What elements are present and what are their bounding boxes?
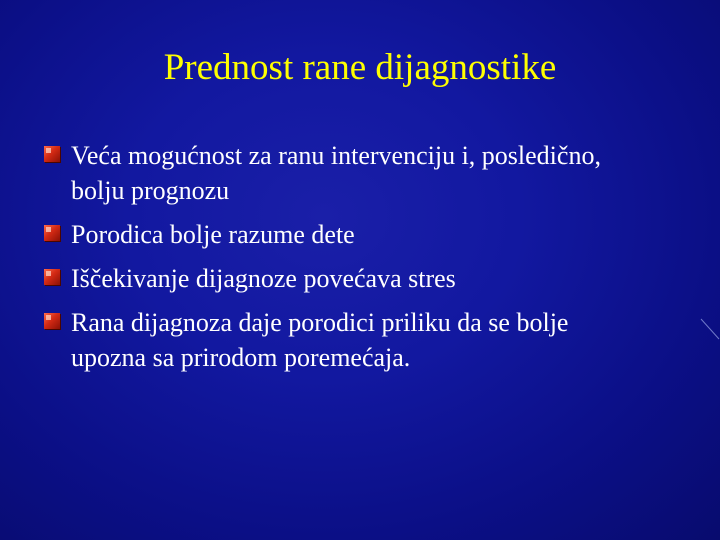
square-bullet-icon xyxy=(44,225,60,241)
decorative-line xyxy=(700,318,720,340)
bullet-list xyxy=(44,138,644,384)
square-bullet-icon xyxy=(44,146,60,162)
bullet-text: Veća mogućnost za ranu intervenciju i, posledično, bolju prognozu xyxy=(71,141,601,205)
bullet-item xyxy=(44,305,644,375)
square-bullet-icon xyxy=(44,269,60,285)
bullet-text: Porodica bolje razume dete xyxy=(71,220,355,249)
square-bullet-icon xyxy=(44,313,60,329)
bullet-item xyxy=(44,261,644,296)
bullet-text: Rana dijagnoza daje porodici priliku da se bolje upozna sa prirodom poremećaja. xyxy=(71,308,569,372)
bullet-item xyxy=(44,217,644,252)
slide-title: Prednost rane dijagnostike xyxy=(163,47,557,88)
bullet-text: Iščekivanje dijagnoze povećava stres xyxy=(71,264,456,293)
bullet-item xyxy=(44,138,644,208)
